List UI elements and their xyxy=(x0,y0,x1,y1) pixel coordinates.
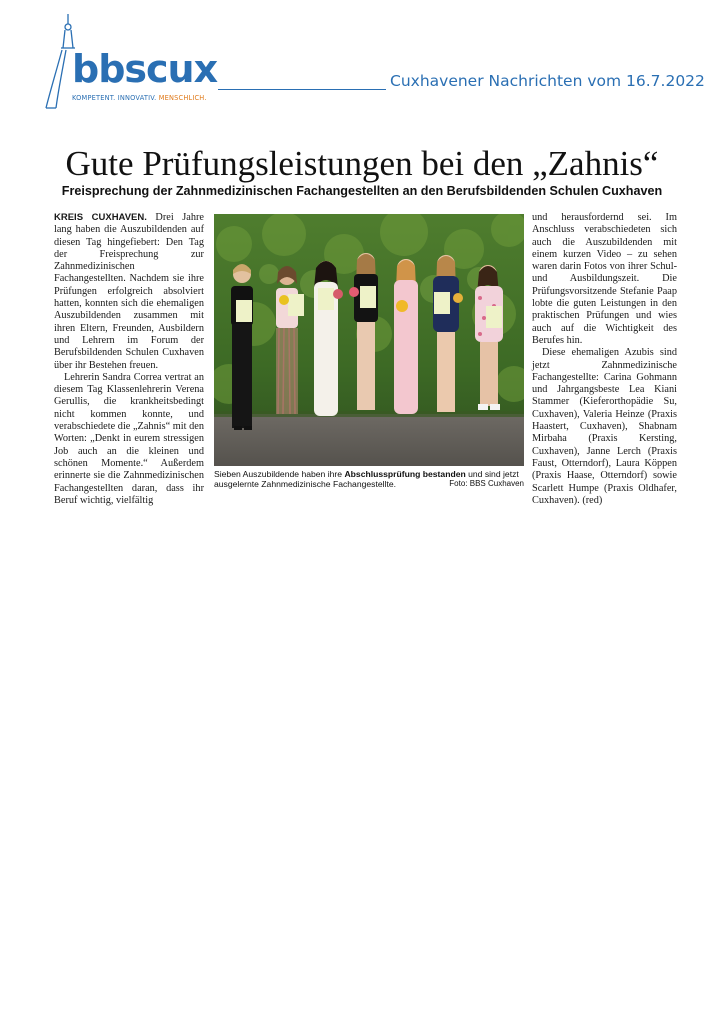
article-column-right xyxy=(532,212,677,507)
graduation-group-photo xyxy=(214,214,524,466)
paragraph: Drei Jahre lang haben die Auszubildenden auf diesen Tag hingefiebert: Den Tag der Freisprechung zur Zahnmedizinischen Fachangestellten. Nachdem sie ihre Prüfungen erfolgreich absolviert hatten, konnten sich die ehemaligen Auszubildenden zusammen mit ihren Eltern, Freunden, Ausbildern und Lehrern im Forum der Berufsbildenden Schulen Cuxhaven über ihr Bestehen freuen. xyxy=(54,212,204,371)
article-column-left xyxy=(54,212,204,507)
bbscux-logo xyxy=(44,12,224,112)
paragraph: Diese ehemaligen Azubis sind jetzt Zahnmedizinische Fachangestellte: Carina Gohmann und Jahrgangsbeste Lea Kiani Stammer (Kieferorthopädie Su, Cuxhaven), Valeria Heinze (Praxis Haastert, Cuxhaven), Shabnam Mirbaha (Praxis Kersting, Cuxhaven), Janne Lerch (Praxis Faust, Otterndorf), Laura Köppen (Praxis Haase, Otterndorf) sowie Scarlett Humpe (Praxis Oldhafer, Cuxhaven). (red) xyxy=(532,347,677,506)
newspaper-source: Cuxhavener Nachrichten vom 16.7.2022 xyxy=(390,72,705,90)
photo-credit: Foto: BBS Cuxhaven xyxy=(449,479,524,489)
paragraph: Lehrerin Sandra Correa vertrat an diesem Tag Klassenlehrerin Verena Gerullis, die krankheitsbedingt nicht kommen konnte, und verabschiedete die „Zahnis“ mit den Worten: „Denkt in eurem stressigen Job auch an die kleinen und schönen Momente.“ Außerdem erinnerte sie die Zahnmedizinischen Fachangestellten daran, dass ihr Beruf wichtig, vielfältig xyxy=(54,371,204,506)
logo-wordmark: bbscux xyxy=(72,47,218,91)
dateline: KREIS CUXHAVEN. xyxy=(54,212,147,223)
photo-caption: Sieben Auszubildende haben ihre Abschlussprüfung bestanden und sind jetzt ausgelernte Zahnmedizinische Fachangestellte. Foto: BBS Cuxhaven xyxy=(214,469,524,490)
article-subheadline: Freisprechung der Zahnmedizinischen Fachangestellten an den Berufsbildenden Schulen Cuxhaven xyxy=(61,184,663,198)
paragraph: und herausfordernd sei. Im Anschluss verabschiedeten sich auch die Auszubildenden mit einem kurzen Video – zu sehen waren darin Fotos von ihrer Schul- und Ausbildungszeit. Die Prüfungsvorsitzende Stefanie Paap lobte die guten Leistungen in den praktischen Prüfungen und wies auch auf die Wichtigkeit des Berufes hin. xyxy=(532,212,677,346)
header-rule xyxy=(218,89,386,90)
logo-tagline: KOMPETENT. INNOVATIV. MENSCHLICH. xyxy=(72,94,207,102)
article-headline: Gute Prüfungsleistungen bei den „Zahnis“ xyxy=(65,144,659,183)
